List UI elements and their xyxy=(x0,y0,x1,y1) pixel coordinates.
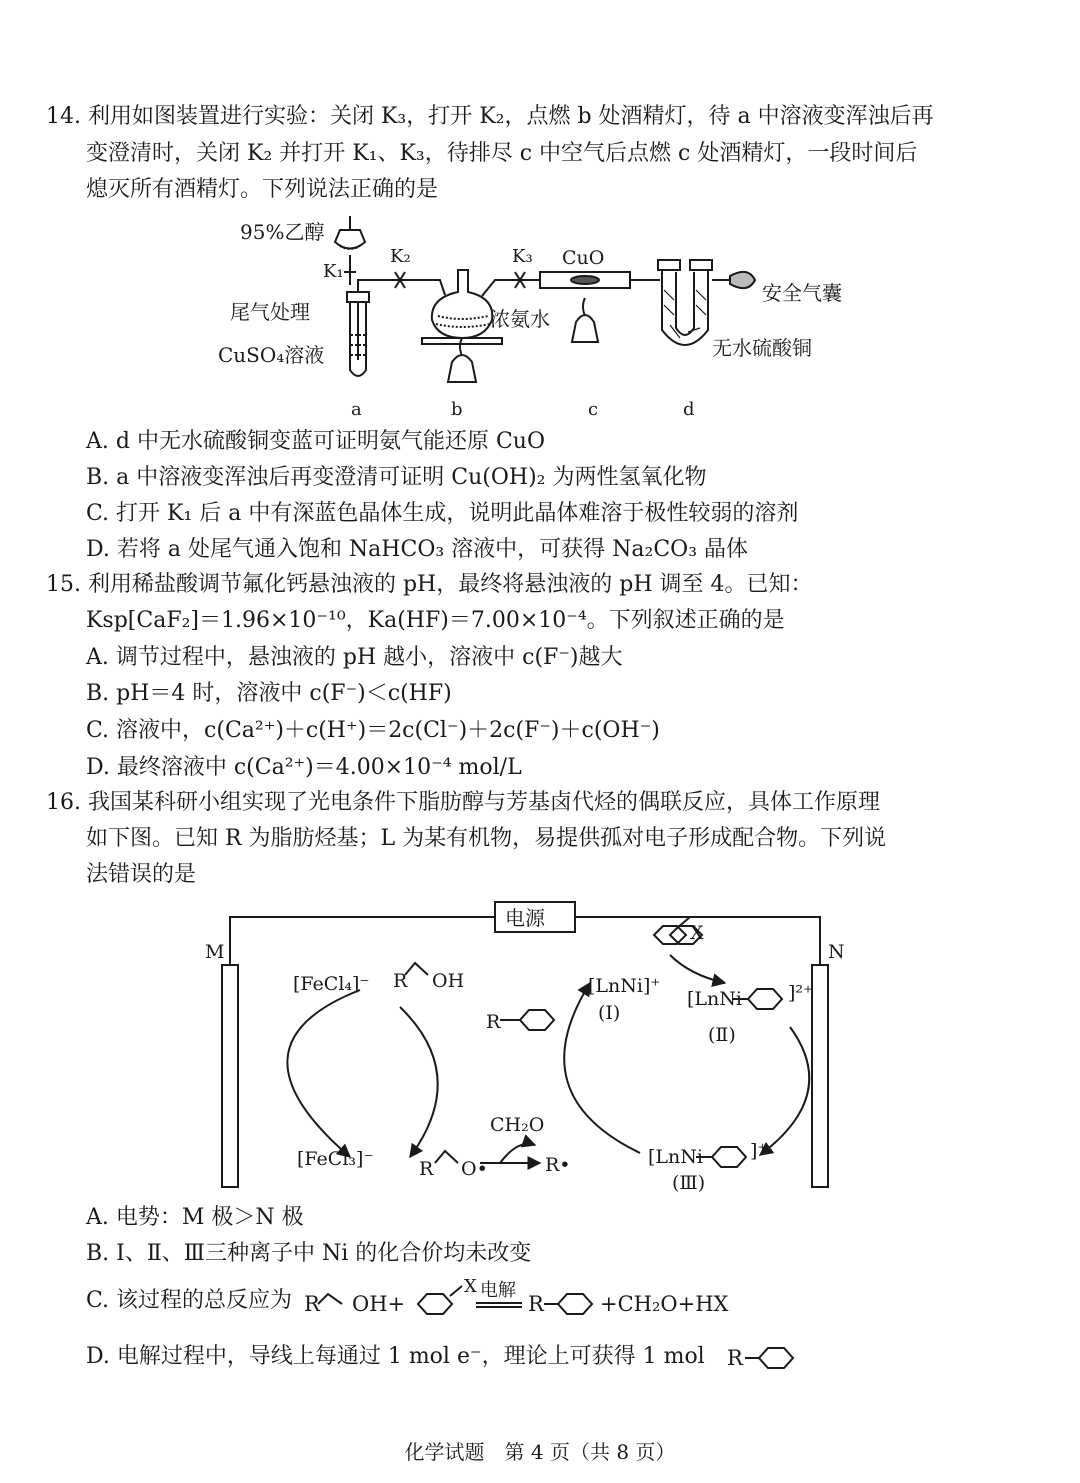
label-alcohol-r: R xyxy=(393,970,408,992)
label-electrode-m: M xyxy=(205,941,225,963)
q15-line2: Ksp[CaF₂]＝1.96×10⁻¹⁰，Ka(HF)＝7.00×10⁻⁴。下列叙述正确的是 xyxy=(86,608,785,633)
label-ammonia: 浓氨水 xyxy=(490,307,550,331)
q15-option-c: C. 溶液中，c(Ca²⁺)＋c(H⁺)＝2c(Cl⁻)＋2c(F⁻)＋c(OH⁻) xyxy=(86,718,660,743)
label-fecl3: [FeCl₃]⁻ xyxy=(297,1148,374,1170)
q14-apparatus-figure xyxy=(200,210,850,425)
q15-option-d: D. 最终溶液中 c(Ca²⁺)＝4.00×10⁻⁴ mol/L xyxy=(86,755,522,780)
q16-line1: 16. 我国某科研小组实现了光电条件下脂肪醇与芳基卤代烃的偶联反应，具体工作原理 xyxy=(46,790,880,815)
label-ethanol: 95%乙醇 xyxy=(240,220,325,244)
label-alcohol-oh: OH xyxy=(432,970,465,992)
label-k2: K₂ xyxy=(390,246,411,267)
label-ni-2-charge: ]²⁺ xyxy=(788,982,814,1004)
label-ni-2: (Ⅱ) xyxy=(708,1024,736,1046)
q14-option-b: B. a 中溶液变浑浊后再变澄清可证明 Cu(OH)₂ 为两性氢氧化物 xyxy=(86,465,707,490)
q16-option-c-tail: +CH₂O+HX xyxy=(600,1292,729,1316)
label-anhydrous-cuso4: 无水硫酸铜 xyxy=(712,336,812,360)
label-fecl4: [FeCl₄]⁻ xyxy=(293,973,370,995)
label-airbag: 安全气囊 xyxy=(762,281,842,305)
q16-option-c xyxy=(86,1286,292,1316)
q16-option-a: A. 电势：M 极＞N 极 xyxy=(86,1205,304,1230)
q16-option-d-prefix: D. 电解过程中，导线上每通过 1 mol e⁻，理论上可获得 1 mol xyxy=(86,1344,705,1369)
q15-line1: 15. 利用稀盐酸调节氟化钙悬浊液的 pH，最终将悬浊液的 pH 调至 4。已知： xyxy=(46,572,813,597)
q14-line3: 熄灭所有酒精灯。下列说法正确的是 xyxy=(86,177,439,202)
label-alkoxy-o: O• xyxy=(461,1158,488,1180)
label-d: d xyxy=(683,399,695,420)
q14-option-c: C. 打开 K₁ 后 a 中有深蓝色晶体生成，说明此晶体难溶于极性较弱的溶剂 xyxy=(86,501,799,526)
q16-line2: 如下图。已知 R 为脂肪烃基；L 为某有机物，易提供孤对电子形成配合物。下列说 xyxy=(86,826,887,851)
label-ni-3: (Ⅲ) xyxy=(672,1172,706,1194)
page-footer: 化学试题 第 4 页（共 8 页） xyxy=(404,1440,676,1464)
label-power: 电源 xyxy=(505,906,545,930)
label-alkoxy-r: R xyxy=(419,1158,434,1180)
q16-option-c-equation xyxy=(300,1272,740,1322)
label-ni-3-charge: ]⁺ xyxy=(750,1140,768,1162)
q16-option-c-r: R xyxy=(304,1292,320,1316)
q15-option-b: B. pH＝4 时，溶液中 c(F⁻)＜c(HF) xyxy=(86,681,452,706)
label-tail-gas: 尾气处理 xyxy=(230,300,310,324)
label-b: b xyxy=(451,399,463,420)
label-k3: K₃ xyxy=(512,246,533,267)
label-electrode-n: N xyxy=(828,941,845,963)
q16-line3: 法错误的是 xyxy=(86,862,197,887)
q16-option-d-product xyxy=(725,1338,815,1378)
q14-option-d: D. 若将 a 处尾气通入饱和 NaHCO₃ 溶液中，可获得 Na₂CO₃ 晶体 xyxy=(86,537,749,562)
q14-option-a: A. d 中无水硫酸铜变蓝可证明氨气能还原 CuO xyxy=(86,429,545,454)
label-cuo: CuO xyxy=(562,247,605,269)
label-k1: K₁ xyxy=(323,261,344,282)
label-x: X xyxy=(690,922,704,944)
q16-option-d xyxy=(86,1342,705,1372)
label-a: a xyxy=(351,399,362,420)
label-ni-complex-2: [LnNi xyxy=(687,988,742,1010)
q16-option-c-prefix: C. 该过程的总反应为 xyxy=(86,1288,293,1313)
label-ni-complex-1: [LnNi]⁺ xyxy=(588,975,661,997)
q16-option-b: B. Ⅰ、Ⅱ、Ⅲ三种离子中 Ni 的化合价均未改变 xyxy=(86,1241,532,1266)
q16-option-c-condition: 电解 xyxy=(480,1280,516,1301)
label-product-r: R xyxy=(486,1011,501,1033)
q15-option-a: A. 调节过程中，悬浊液的 pH 越小，溶液中 c(F⁻)越大 xyxy=(86,645,623,670)
q16-option-c-r2: R xyxy=(528,1292,544,1316)
label-r-radical: R• xyxy=(545,1154,571,1176)
q16-option-d-r: R xyxy=(727,1346,743,1370)
q16-mechanism-figure xyxy=(200,895,860,1200)
label-ni-1: (Ⅰ) xyxy=(598,1002,621,1024)
label-c: c xyxy=(588,399,599,420)
q16-option-c-x: X xyxy=(464,1276,477,1297)
q14-line1: 14. 利用如图装置进行实验：关闭 K₃，打开 K₂，点燃 b 处酒精灯，待 a 中溶液变浑浊后再 xyxy=(46,104,934,129)
label-ch2o: CH₂O xyxy=(490,1114,545,1136)
q16-option-c-oh: OH+ xyxy=(352,1292,406,1316)
label-cuso4: CuSO₄溶液 xyxy=(218,343,325,367)
q14-line2: 变澄清时，关闭 K₂ 并打开 K₁、K₃，待排尽 c 中空气后点燃 c 处酒精灯，一段时间后 xyxy=(86,141,918,166)
label-ni-complex-3: [LnNi xyxy=(648,1146,703,1168)
